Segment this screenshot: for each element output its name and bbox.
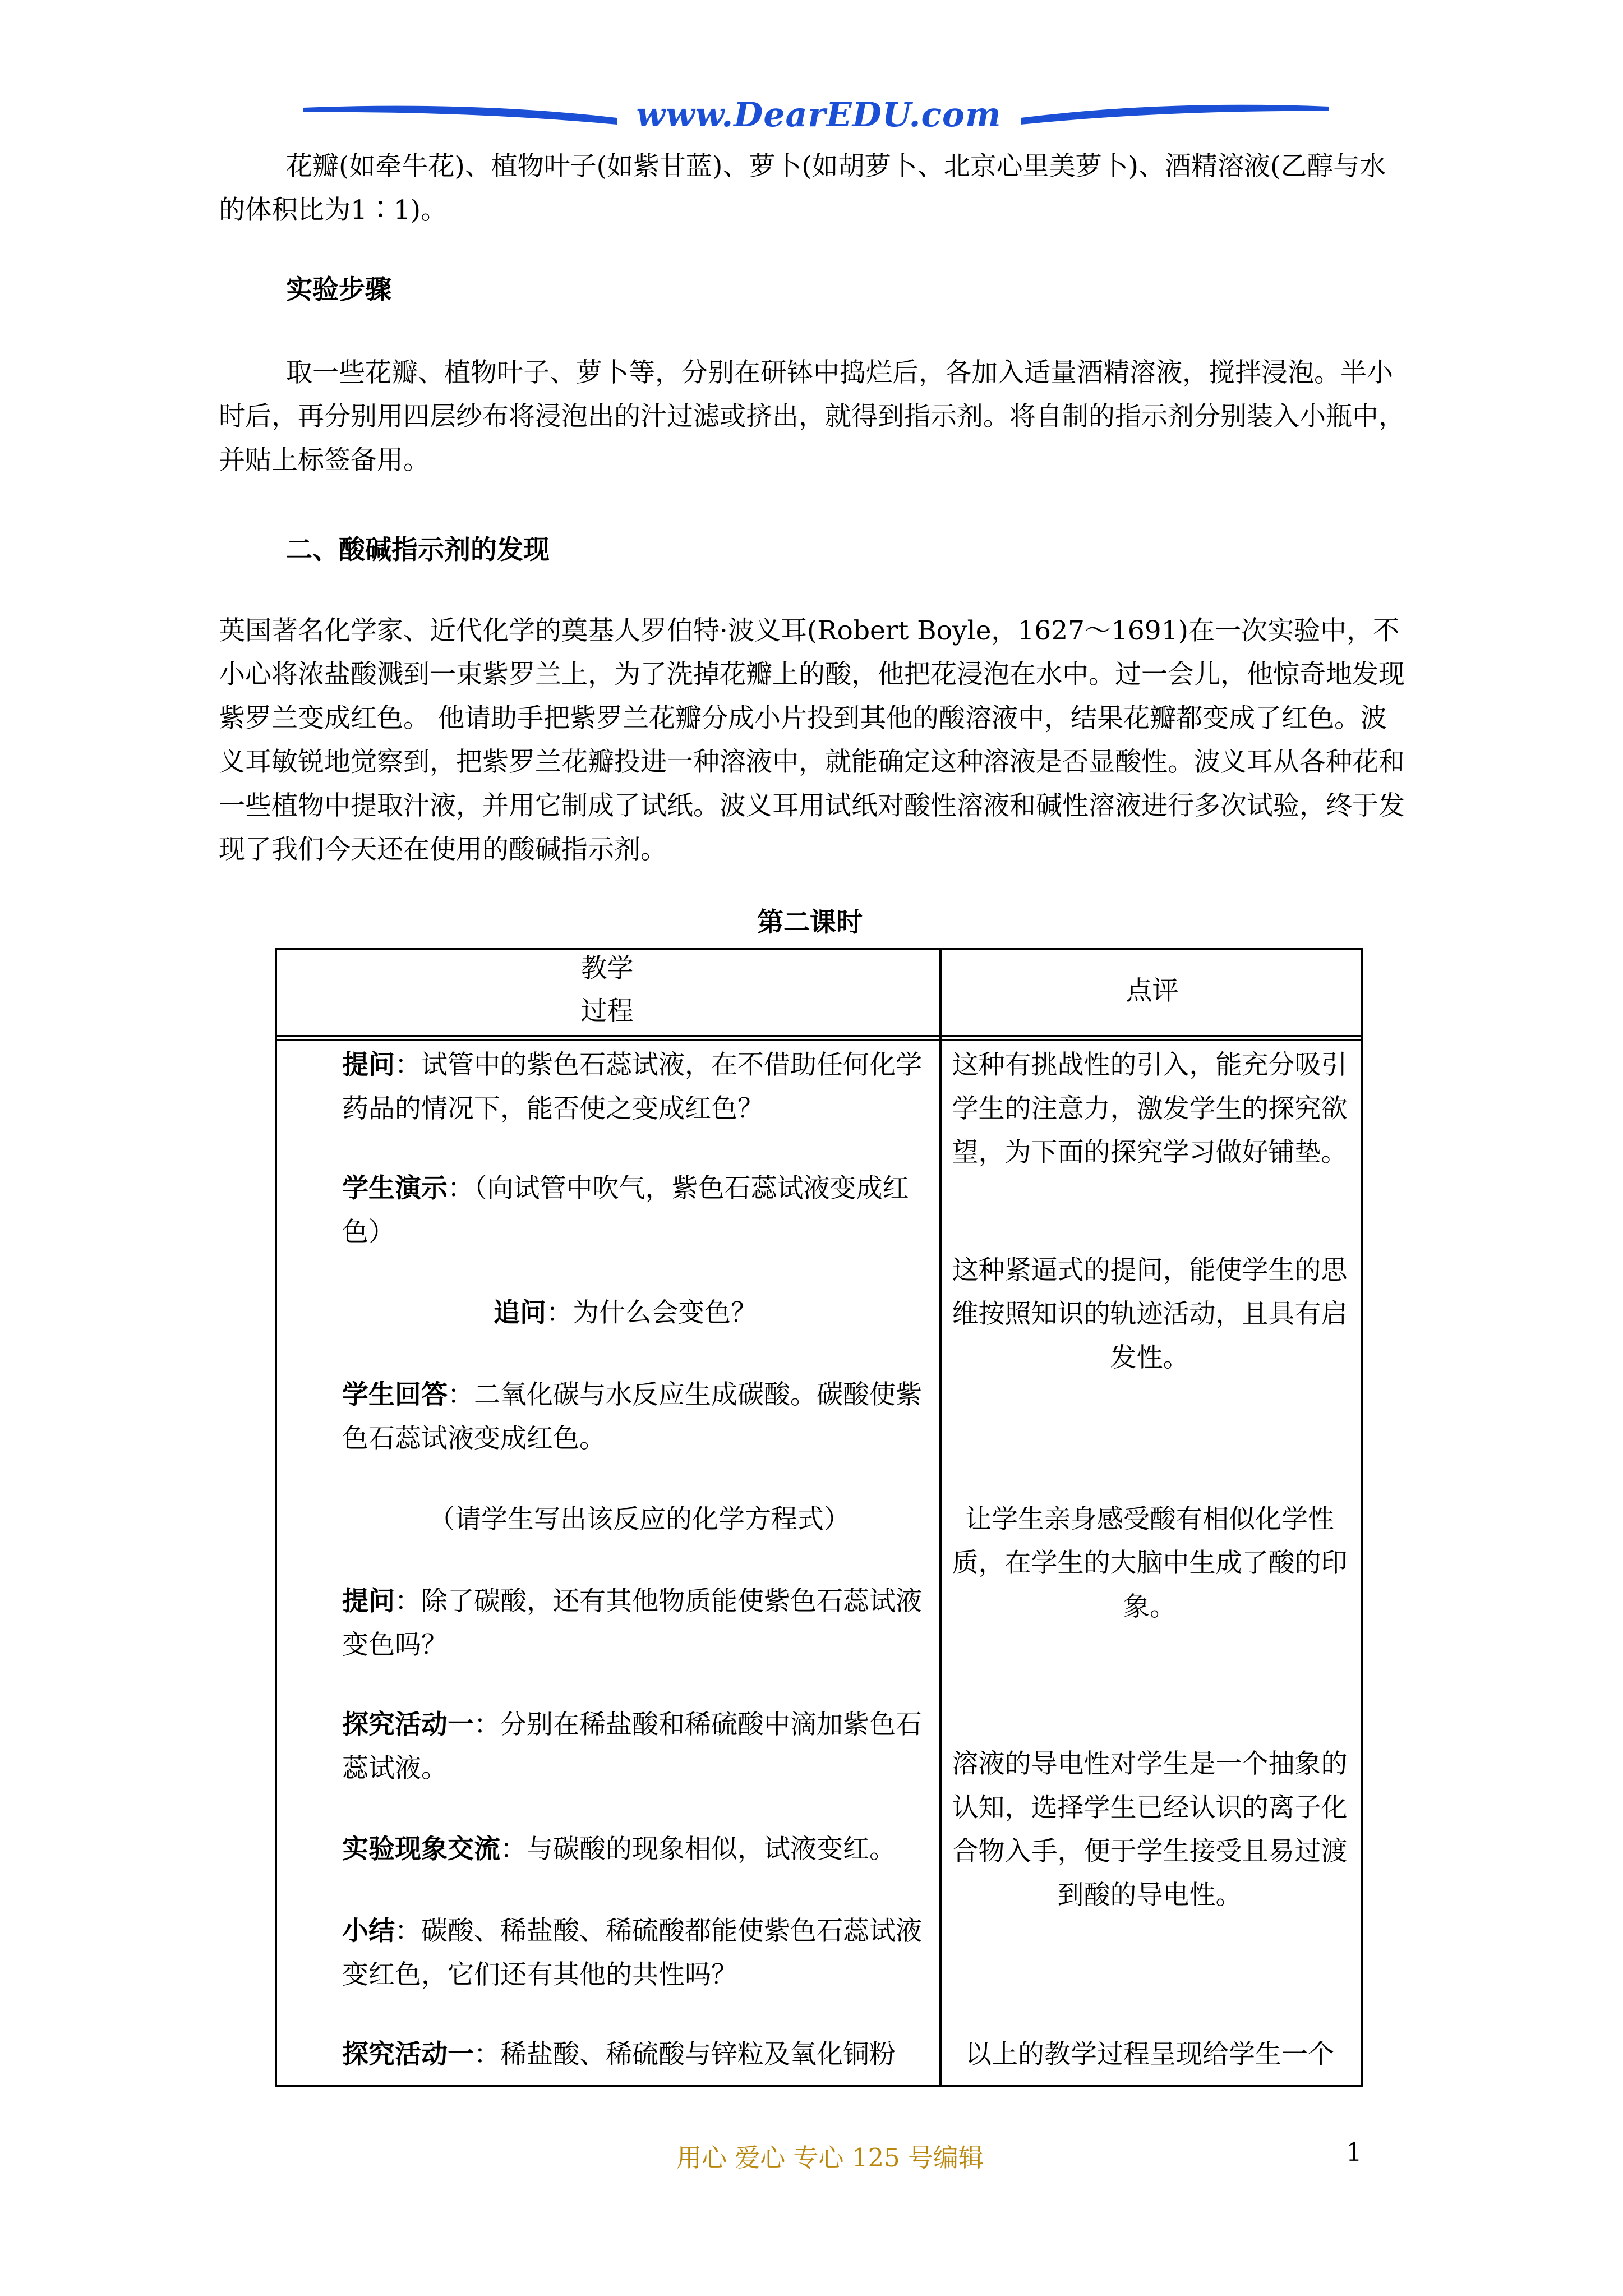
left-item-answer	[342, 1373, 937, 1461]
demo-text: ：（向试管中吹气，紫色石蕊试液变成红色）	[342, 1173, 909, 1248]
header-site-name[interactable]: www.DearEDU.com	[636, 95, 1002, 135]
question1-label: 提问	[342, 1050, 395, 1080]
summary-text: ：碳酸、稀盐酸、稀硫酸都能使紫色石蕊试液变红色，它们还有其他的共性吗？	[342, 1916, 922, 1990]
comment-5: 以上的教学过程呈现给学生一个	[965, 2039, 1334, 2070]
header-process-line1: 教学	[580, 953, 634, 984]
table-divider	[275, 1035, 1363, 1037]
equation-note: （请学生写出该反应的化学方程式）	[428, 1504, 850, 1535]
header-process-line2: 过程	[580, 996, 634, 1027]
activity2-text: ：稀盐酸、稀硫酸与锌粒及氧化铜粉	[474, 2039, 896, 2070]
answer-text: ：二氧化碳与水反应生成碳酸。碳酸使紫色石蕊试液变成红色。	[342, 1379, 922, 1454]
followup-label: 追问	[494, 1297, 546, 1328]
page-number: 1	[1346, 2137, 1362, 2167]
left-item-exchange	[342, 1828, 937, 1871]
materials-paragraph: 花瓣(如牵牛花)、植物叶子(如紫甘蓝)、萝卜(如胡萝卜、北京心里美萝卜)、酒精溶液(乙醇与水的体积比为1∶1)。	[219, 151, 1386, 226]
footer-slogan: 用心 爱心 专心 125 号编辑	[676, 2143, 984, 2173]
header-banner	[303, 95, 1329, 140]
comment-4: 溶液的导电性对学生是一个抽象的认知，选择学生已经认识的离子化合物入手，便于学生接受且易过渡到酸的导电性。	[952, 1749, 1348, 1911]
exchange-label: 实验现象交流	[342, 1834, 500, 1865]
activity1-label: 探究活动一	[342, 1709, 474, 1740]
table-column-divider	[939, 948, 942, 2087]
activity1-text: ：分别在稀盐酸和稀硫酸中滴加紫色石蕊试液。	[342, 1709, 922, 1784]
left-item-question1	[342, 1043, 937, 1131]
left-item-activity2	[342, 2033, 937, 2077]
demo-label: 学生演示	[342, 1173, 448, 1204]
left-item-demo	[342, 1167, 937, 1254]
exchange-text: ：与碳酸的现象相似，试液变红。	[500, 1834, 896, 1865]
header-comment: 点评	[1126, 976, 1179, 1006]
table-caption: 第二课时	[757, 907, 863, 938]
question1-text: ：试管中的紫色石蕊试液，在不借助任何化学药品的情况下，能否使之变成红色？	[342, 1050, 922, 1124]
left-item-followup	[494, 1291, 937, 1335]
question2-label: 提问	[342, 1586, 395, 1617]
answer-label: 学生回答	[342, 1379, 448, 1410]
comment-3: 让学生亲身感受酸有相似化学性质，在学生的大脑中生成了酸的印象。	[952, 1504, 1348, 1622]
left-item-summary	[342, 1910, 937, 1997]
activity2-label: 探究活动一	[342, 2039, 474, 2070]
left-item-activity1	[342, 1703, 937, 1791]
steps-paragraph: 取一些花瓣、植物叶子、萝卜等，分别在研钵中捣烂后，各加入适量酒精溶液，搅拌浸泡。半小时后，再分别用四层纱布将浸泡出的汁过滤或挤出，就得到指示剂。将自制的指示剂分别装入小瓶中，并贴上标签备用。	[219, 357, 1405, 476]
lesson-table	[275, 948, 1363, 2087]
discovery-paragraph: 英国著名化学家、近代化学的奠基人罗伯特·波义耳(Robert Boyle，1627～1691)在一次实验中，不小心将浓盐酸溅到一束紫罗兰上，为了洗掉花瓣上的酸，他把花浸泡在水中。过一会儿，他惊奇地发现紫罗兰变成红色。 他请助手把紫罗兰花瓣分成小片投到其他的酸溶液中，结果花瓣都变成了红色。波义耳敏锐地觉察到，把紫罗兰花瓣投进一种溶液中，就能确定这种溶液是否显酸性。波义耳从各种花和一些植物中提取汁液，并用它制成了试纸。波义耳用试纸对酸性溶液和碱性溶液进行多次试验，终于发现了我们今天还在使用的酸碱指示剂。	[219, 615, 1405, 865]
summary-label: 小结	[342, 1916, 395, 1947]
steps-heading: 实验步骤	[286, 274, 391, 305]
followup-text: ：为什么会变色？	[546, 1297, 757, 1328]
left-item-question2	[342, 1580, 937, 1667]
question2-text: ：除了碳酸，还有其他物质能使紫色石蕊试液变色吗？	[342, 1586, 922, 1660]
table-divider	[275, 1039, 1363, 1041]
comment-1: 这种有挑战性的引入，能充分吸引学生的注意力，激发学生的探究欲望，为下面的探究学习做好铺垫。	[952, 1050, 1348, 1168]
comment-2: 这种紧逼式的提问，能使学生的思维按照知识的轨迹活动，且具有启发性。	[952, 1255, 1348, 1373]
discovery-heading: 二、酸碱指示剂的发现	[286, 535, 550, 565]
